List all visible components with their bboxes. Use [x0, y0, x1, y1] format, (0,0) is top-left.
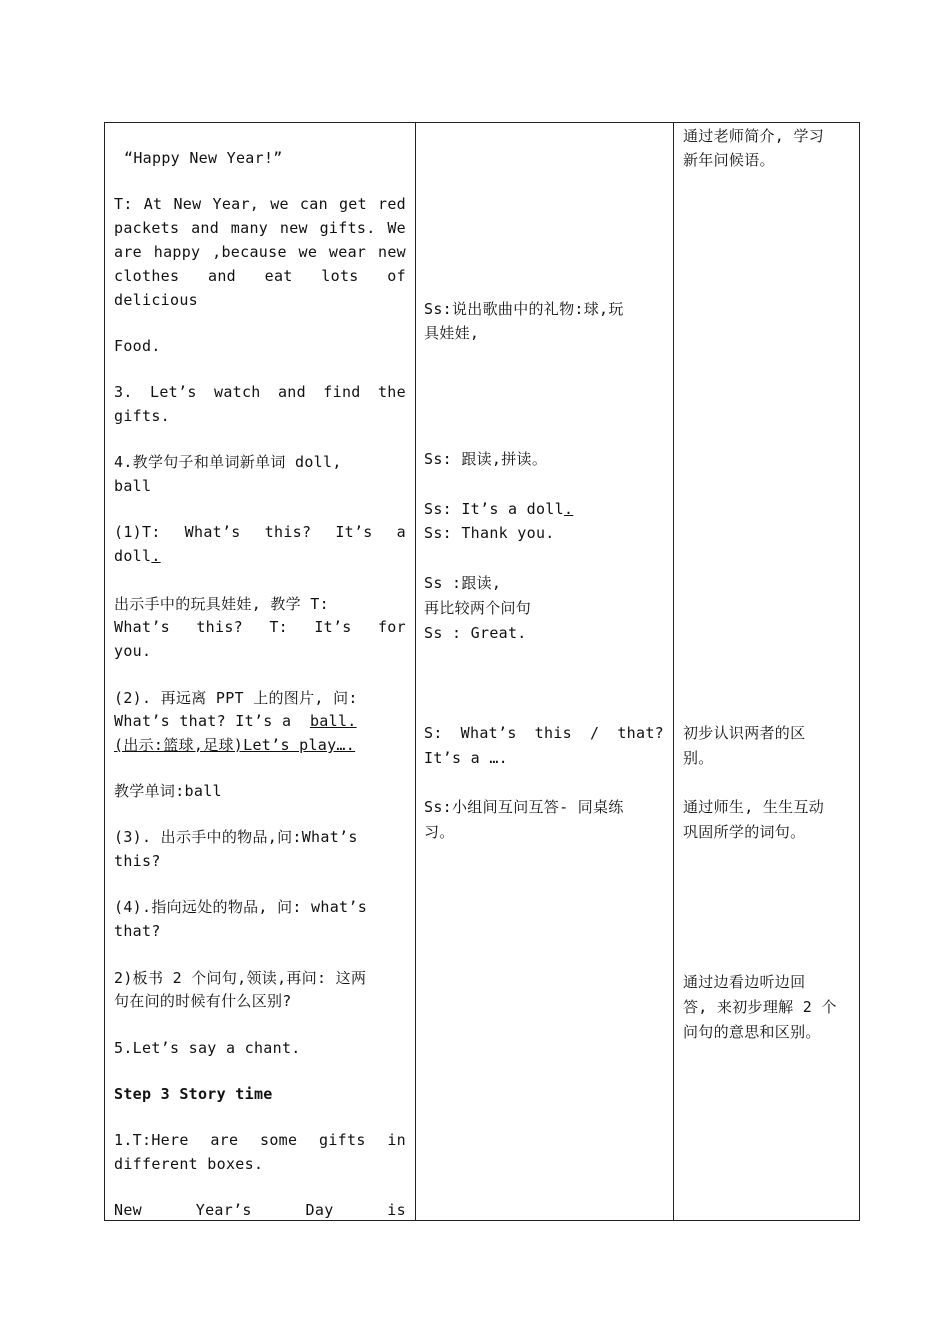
text-line: 3. Let’s watch and find the — [114, 383, 406, 401]
text-line: ball — [114, 477, 152, 495]
text-line: 2)板书 2 个问句,领读,再问: 这两 — [114, 969, 367, 987]
text-line: New Year’s Day is — [114, 1201, 406, 1219]
text-line: 通过老师简介, 学习 — [683, 127, 825, 145]
text-line: It’s a …. — [424, 749, 508, 767]
text-line: Ss:小组间互问互答- 同桌练 — [424, 798, 624, 816]
text-line: 教学单词:ball — [114, 782, 222, 800]
text-line: 巩固所学的词句。 — [683, 823, 806, 841]
text-line: packets and many new gifts. We — [114, 219, 406, 237]
text-line: delicious — [114, 291, 198, 309]
text-line: 新年问候语。 — [683, 151, 775, 169]
text-line: 答, 来初步理解 2 个 — [683, 998, 837, 1016]
text-line: 1.T:Here are some gifts in — [114, 1131, 406, 1149]
text-line: What’s this? T: It’s for — [114, 618, 406, 636]
text-line: (4).指向远处的物品, 问: what’s — [114, 898, 368, 916]
section-heading: Step 3 Story time — [114, 1085, 273, 1103]
text-line: Ss:说出歌曲中的礼物:球,玩 — [424, 300, 624, 318]
text-line: S: What’s this / that? — [424, 724, 664, 742]
text-line: 习。 — [424, 823, 455, 841]
text-line: 别。 — [683, 749, 714, 767]
text-line: 通过边看边听边回 — [683, 973, 806, 991]
text-line: T: At New Year, we can get red — [114, 195, 406, 213]
text-line: (3). 出示手中的物品,问:What’s — [114, 828, 358, 846]
text-line: this? — [114, 852, 161, 870]
column-divider — [673, 123, 674, 1220]
text-line: gifts. — [114, 407, 170, 425]
text-line: 句在问的时候有什么区别? — [114, 992, 292, 1010]
text-line: Ss :跟读, — [424, 574, 502, 592]
text-line: 4.教学句子和单词新单词 doll, — [114, 453, 342, 471]
text-line: you. — [114, 642, 152, 660]
text-line: doll. — [114, 547, 161, 565]
text-line: 5.Let’s say a chant. — [114, 1039, 301, 1057]
text-line: (2). 再远离 PPT 上的图片, 问: — [114, 689, 358, 707]
text-line: 通过师生, 生生互动 — [683, 798, 825, 816]
text-line: (1)T: What’s this? It’s a — [114, 523, 406, 541]
text-line: “Happy New Year!” — [124, 149, 283, 167]
text-line: 问句的意思和区别。 — [683, 1023, 821, 1041]
text-line: are happy ,because we wear new — [114, 243, 406, 261]
text-line: Food. — [114, 337, 161, 355]
text-line: Ss: It’s a doll. — [424, 500, 574, 518]
text-line: that? — [114, 922, 161, 940]
text-line: 初步认识两者的区 — [683, 724, 806, 742]
text-line: Ss : Great. — [424, 624, 527, 642]
text-line: clothes and eat lots of — [114, 267, 406, 285]
text-line: 再比较两个问句 — [424, 599, 532, 617]
text-line: Ss: Thank you. — [424, 524, 555, 542]
column-divider — [415, 123, 416, 1220]
text-line: Ss: 跟读,拼读。 — [424, 450, 548, 468]
text-line: 出示手中的玩具娃娃, 教学 T: — [114, 595, 329, 613]
text-line: (出示:篮球,足球)Let’s play…. — [114, 736, 356, 754]
text-line: 具娃娃, — [424, 324, 480, 342]
text-line: What’s that? It’s a ball. — [114, 712, 357, 730]
text-line: different boxes. — [114, 1155, 264, 1173]
